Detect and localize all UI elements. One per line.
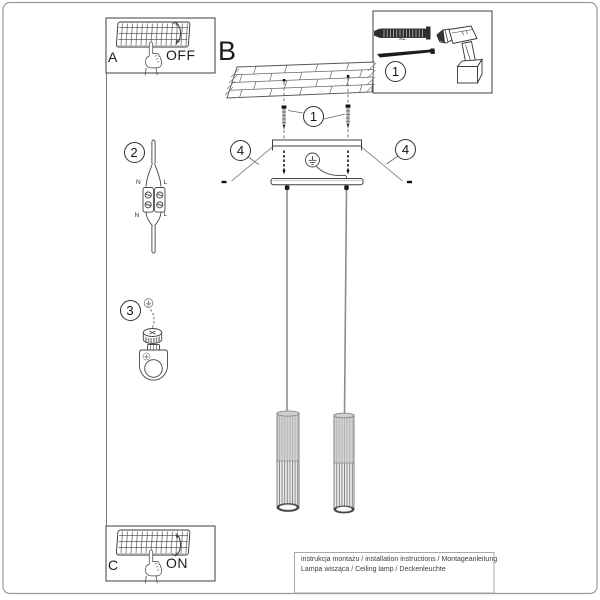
- panel-c-label: C: [108, 557, 119, 573]
- callout-canopy-right: 4: [395, 139, 416, 160]
- knurled-screw-icon: [143, 329, 161, 344]
- ground-screw-assembly: [140, 299, 168, 381]
- footer-line-1: instrukcja montażu / installation instructions / Montageanleitung: [301, 556, 498, 563]
- ground-symbol-icon: [143, 353, 150, 360]
- panel-a-state: OFF: [166, 47, 196, 63]
- section-b-label: B: [218, 36, 237, 66]
- panel-c-state: ON: [166, 555, 188, 571]
- ceiling-grid: [225, 62, 376, 98]
- anchor-quantity: x2: [399, 35, 406, 42]
- screw-icon: [346, 105, 351, 129]
- screw-icon: [282, 106, 287, 130]
- pendant-cables: [287, 190, 347, 415]
- panel-a-box: [106, 18, 215, 75]
- ground-wire: [317, 167, 347, 179]
- strain-relief-bracket: [140, 345, 168, 381]
- footer-line-2: Lampa wisząca / Ceiling lamp / Deckenleuchte: [301, 566, 446, 573]
- terminal-label-n-top: N: [136, 179, 141, 186]
- leader-line: [248, 156, 398, 165]
- callout-canopy-left: 4: [230, 140, 251, 161]
- terminal-label-l-top: L: [163, 178, 168, 186]
- callout-cable: 2: [124, 142, 145, 163]
- callout-kit-step: 1: [385, 61, 406, 82]
- terminal-label-l-bottom: L: [163, 211, 168, 218]
- lamp-shade-left: [277, 411, 299, 512]
- callout-ground-screw: 3: [120, 300, 141, 321]
- panel-c-box: [106, 526, 215, 583]
- terminal-block-assembly: [143, 140, 165, 253]
- panel-a-label: A: [108, 49, 118, 65]
- supply-cable: [152, 226, 155, 253]
- ground-symbol-icon: [144, 299, 153, 308]
- callout-screws: 1: [303, 106, 324, 127]
- lamp-shade-right: [334, 413, 354, 513]
- terminal-label-n-bottom: N: [134, 211, 140, 219]
- supply-cable: [152, 140, 155, 163]
- ground-symbol-icon: [306, 153, 320, 167]
